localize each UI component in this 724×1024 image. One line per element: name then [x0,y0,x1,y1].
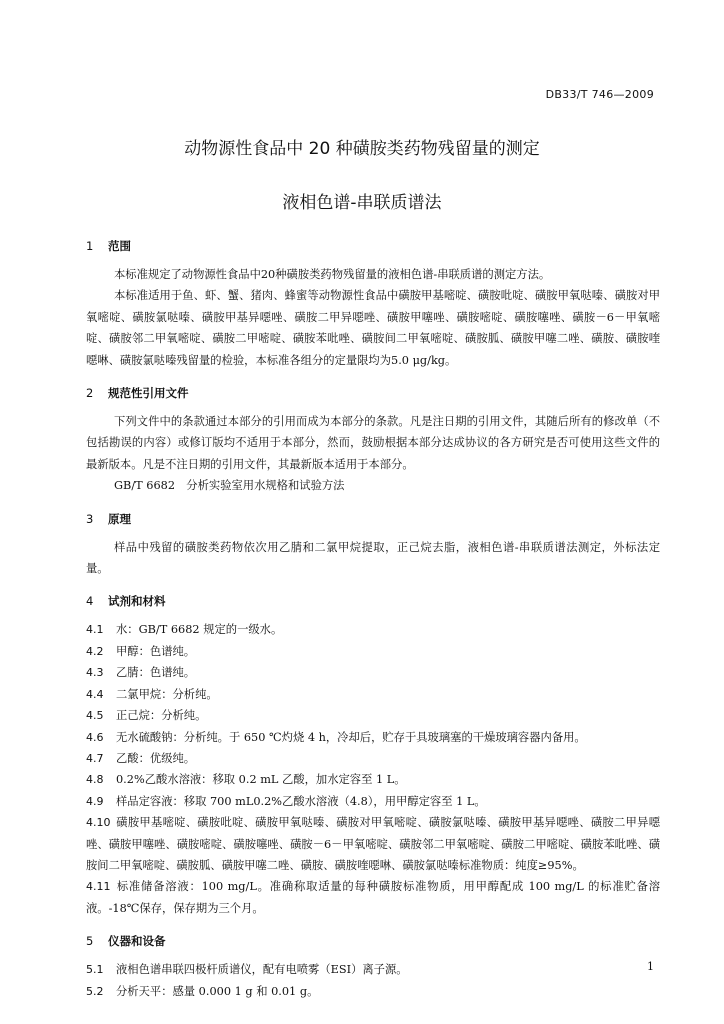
document-title: 动物源性食品中 20 种磺胺类药物残留量的测定 [184,139,540,159]
section-title: 规范性引用文件 [108,386,189,401]
list-item [86,981,660,1002]
item-text: 乙腈：色谱纯。 [116,666,196,680]
item-text: 水：GB/T 6682 规定的一级水。 [116,623,283,637]
item-number: 4.1 [86,623,104,637]
list-item [86,791,660,812]
page-number: 1 [647,960,654,973]
item-text: 标准储备溶液：100 mg/L。准确称取适量的每种磺胺标准物质，用甲醇配成 100 mg/L 的标准贮备溶液。-18℃保存，保存期为三个月。 [86,880,660,915]
item-number: 4.5 [86,709,104,723]
section-number: 4 [86,594,94,609]
item-text: 正己烷：分析纯。 [116,709,207,723]
section-number: 2 [86,386,94,401]
item-number: 4.9 [86,794,104,808]
section-number: 3 [86,511,94,526]
section-number: 5 [86,934,94,949]
item-text: 甲醇：色谱纯。 [116,644,196,658]
item-number: 4.3 [86,666,104,680]
section-3-heading [86,509,660,529]
item-text: 分析天平：感量 0.000 1 g 和 0.01 g。 [116,984,319,998]
section-title: 原理 [108,511,131,526]
section-title: 范围 [108,239,131,253]
section-2-heading [86,383,660,403]
item-text: 无水硫酸钠：分析纯。于 650 ℃灼烧 4 h，冷却后，贮存于具玻璃塞的干燥玻璃容器内备用。 [116,730,586,744]
list-item [86,705,660,726]
item-text: 液相色谱串联四极杆质谱仪，配有电喷雾（ESI）离子源。 [116,963,408,977]
paragraph: 样品中残留的磺胺类药物依次用乙腈和二氯甲烷提取，正己烷去脂，液相色谱-串联质谱法测定，外标法定量。 [86,540,660,576]
list-item [86,876,660,919]
list-item [86,619,660,640]
paragraph: 下列文件中的条款通过本部分的引用而成为本部分的条款。凡是注日期的引用文件，其随后所有的修改单（不包括勘误的内容）或修订版均不适用于本部分，然而，鼓励根据本部分达成协议的各方研究是否可使用这些文件的最新版本。凡是不注日期的引用文件，其最新版本适用于本部分。 [86,415,660,471]
document-body [86,236,660,1002]
list-item [86,727,660,748]
item-text: 二氯甲烷：分析纯。 [116,687,218,701]
item-number: 4.10 [86,816,111,830]
item-number: 4.4 [86,687,104,701]
list-item [86,662,660,683]
item-number: 5.1 [86,963,104,977]
section-number: 1 [86,239,94,253]
list-item [86,769,660,790]
paragraph: 本标准规定了动物源性食品中20种磺胺类药物残留量的液相色谱-串联质谱的测定方法。 [114,268,551,281]
item-text: 样品定容液：移取 700 mL0.2%乙酸水溶液（4.8），用甲醇定容至 1 L。 [116,794,486,808]
item-number: 4.11 [86,880,111,894]
item-number: 4.6 [86,730,104,744]
item-number: 4.8 [86,773,104,787]
section-title: 试剂和材料 [108,594,166,609]
section-4-heading [86,591,660,611]
item-text: 乙酸：优级纯。 [116,751,196,765]
document-subtitle: 液相色谱-串联质谱法 [282,193,442,213]
section-5-heading [86,931,660,951]
list-item [86,641,660,662]
list-item [86,684,660,705]
item-number: 4.7 [86,751,104,765]
item-number: 5.2 [86,984,104,998]
item-number: 4.2 [86,644,104,658]
list-item [86,748,660,769]
item-text: 磺胺甲基嘧啶、磺胺吡啶、磺胺甲氧哒嗪、磺胺对甲氧嘧啶、磺胺氯哒嗪、磺胺甲基异噁唑、磺胺二甲异噁唑、磺胺甲噻唑、磺胺嘧啶、磺胺噻唑、磺胺－6－甲氧嘧啶、磺胺邻二甲氧嘧啶、磺胺二甲嘧啶、磺胺苯吡唑、磺胺间二甲氧嘧啶、磺胺胍、磺胺甲噻二唑、磺胺、磺胺喹噁啉、磺胺氯哒嗪标准物质：纯度≥95%。 [86,816,660,872]
normative-reference: GB/T 6682 分析实验室用水规格和试验方法 [114,479,345,493]
standard-number: DB33/T 746—2009 [545,88,654,101]
item-text: 0.2%乙酸水溶液：移取 0.2 mL 乙酸，加水定容至 1 L。 [116,773,406,787]
list-item [86,959,660,980]
paragraph: 本标准适用于鱼、虾、蟹、猪肉、蜂蜜等动物源性食品中磺胺甲基嘧啶、磺胺吡啶、磺胺甲氧哒嗪、磺胺对甲氧嘧啶、磺胺氯哒嗪、磺胺甲基异噁唑、磺胺二甲异噁唑、磺胺甲噻唑、磺胺嘧啶、磺胺噻唑、磺胺－6－甲氧嘧啶、磺胺邻二甲氧嘧啶、磺胺二甲嘧啶、磺胺苯吡唑、磺胺间二甲氧嘧啶、磺胺胍、磺胺甲噻二唑、磺胺、磺胺喹噁啉、磺胺氯哒嗪残留量的检验，本标准各组分的定量限均为5.0 μg/kg。 [86,289,660,367]
section-1-heading [86,236,660,256]
section-title: 仪器和设备 [108,934,166,949]
list-item [86,812,660,876]
